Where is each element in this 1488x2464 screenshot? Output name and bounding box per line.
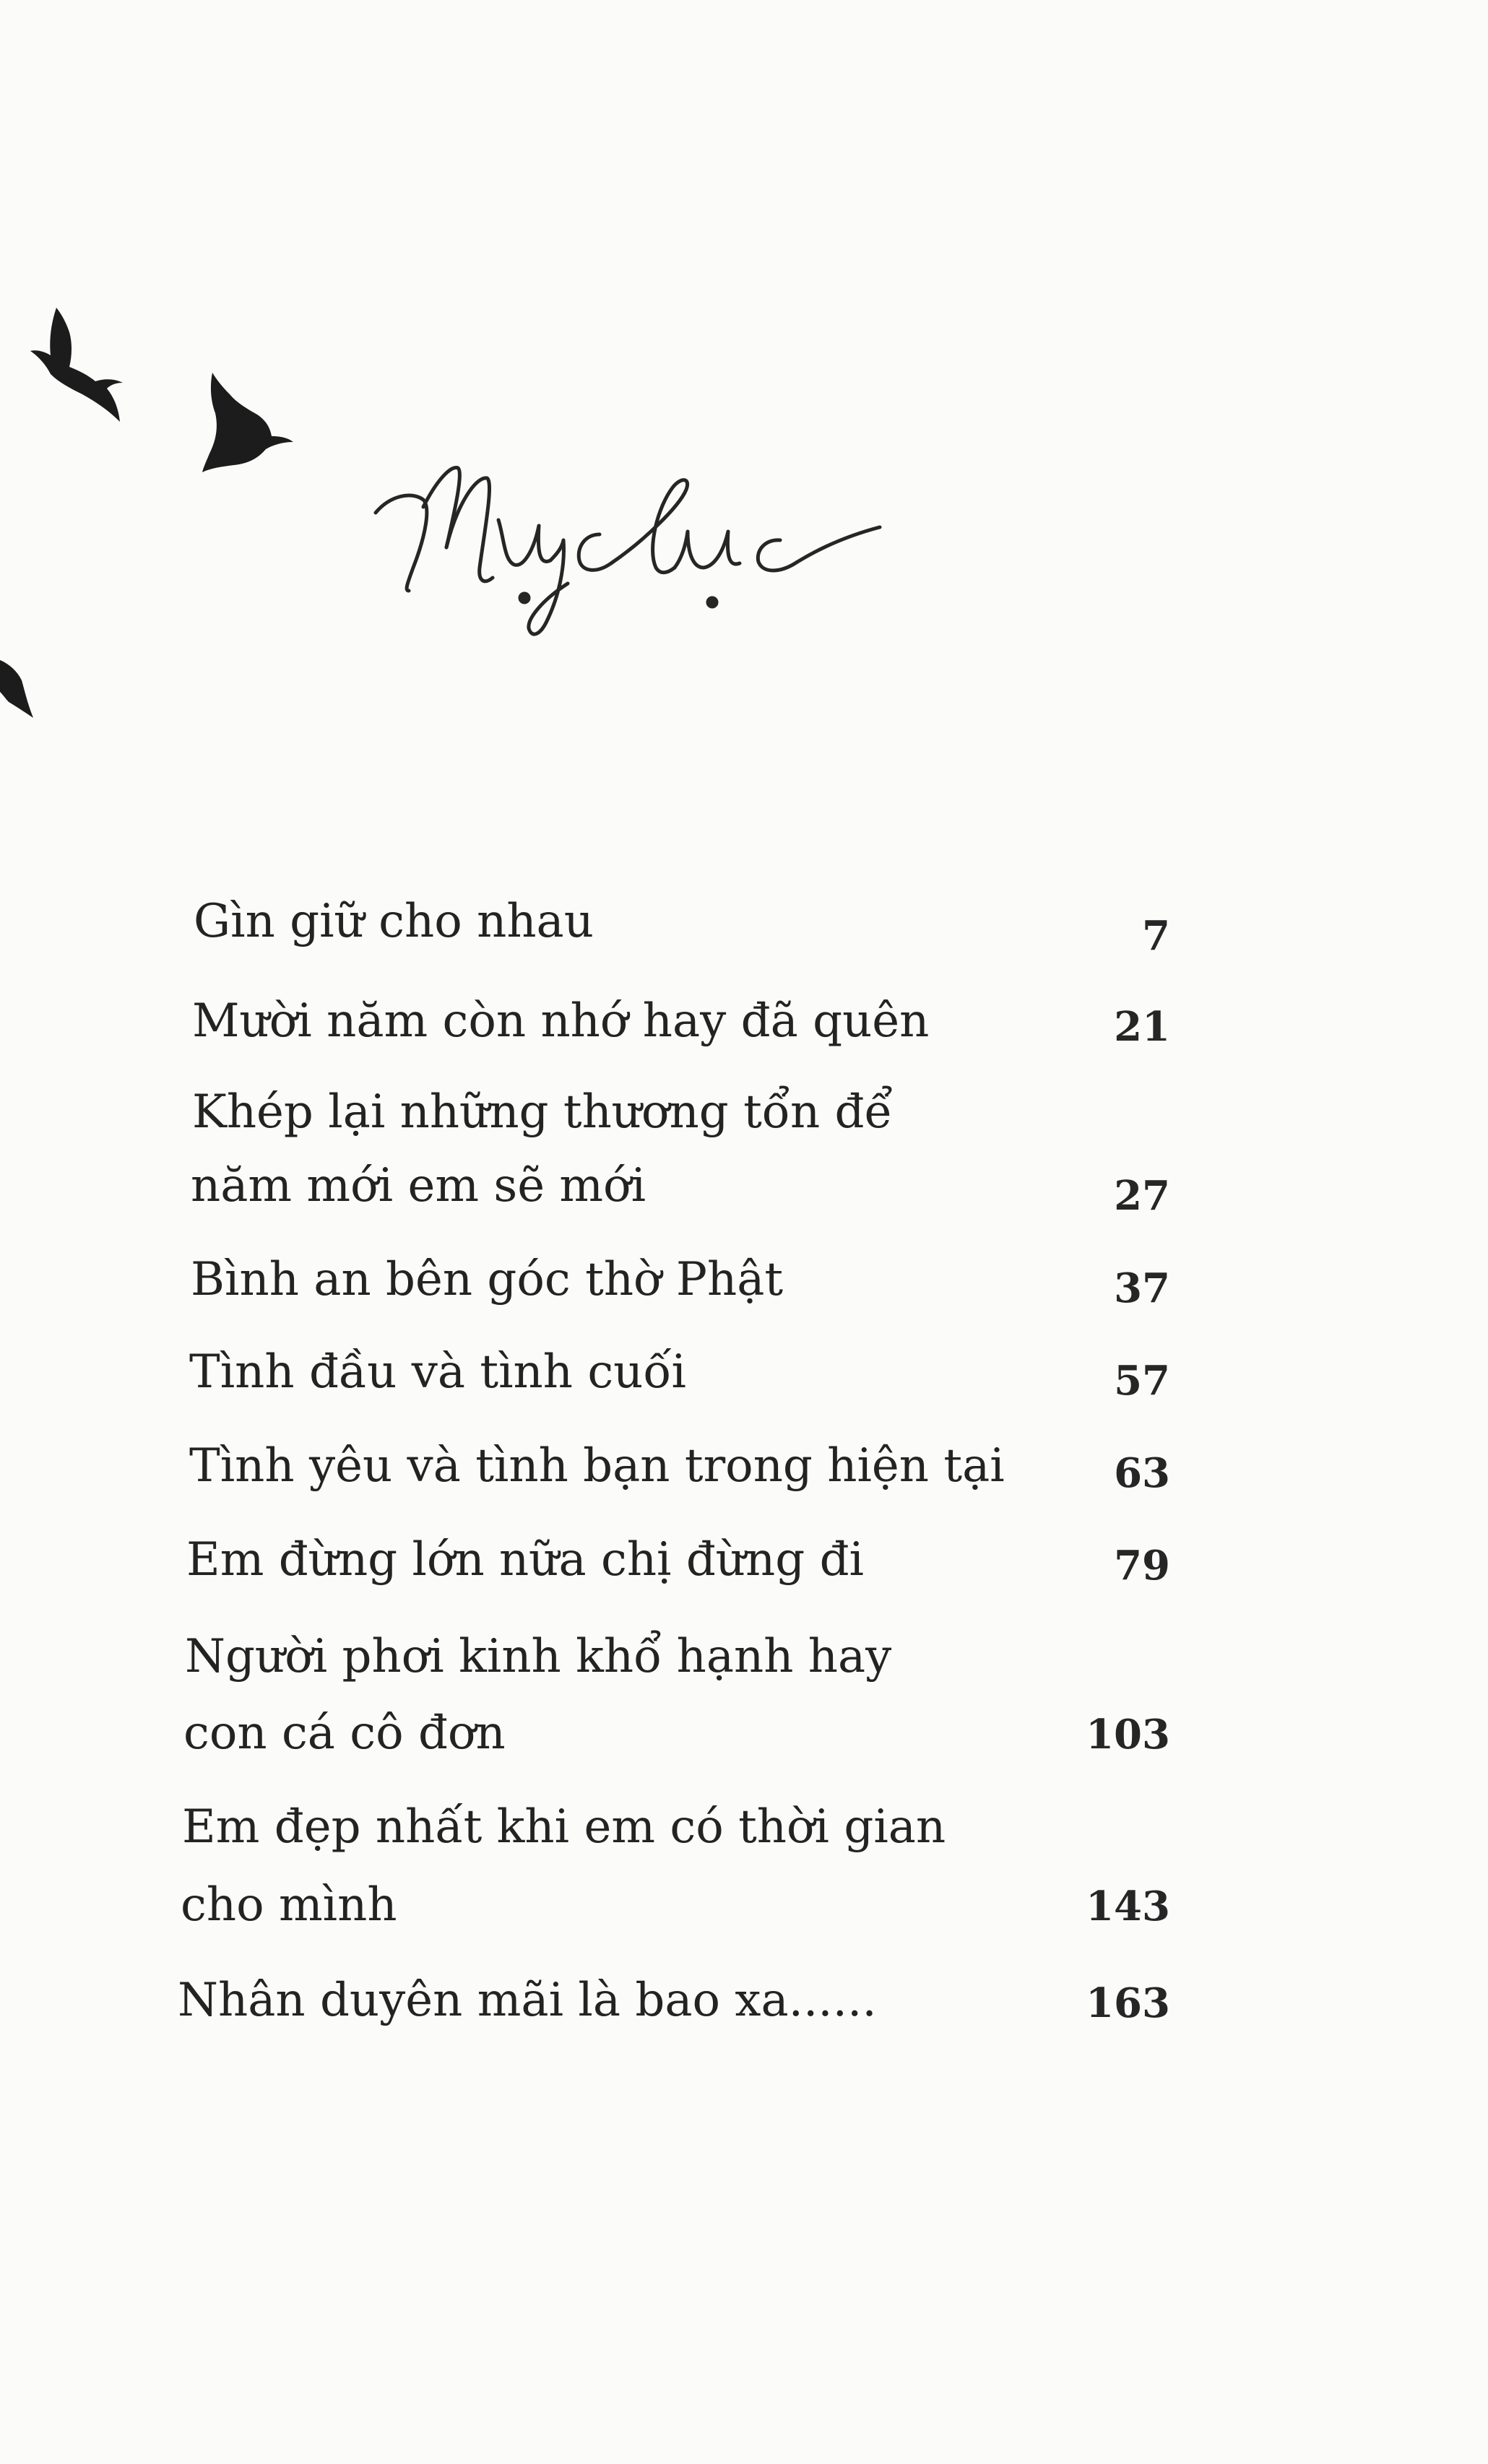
toc-entry-page: 27 [1114,1172,1170,1220]
toc-entry-title[interactable]: Bình an bên góc thờ Phật [191,1253,784,1306]
toc-entry-title-continued[interactable]: con cá cô đơn [183,1706,506,1760]
toc-entry-page: 143 [1086,1883,1170,1930]
toc-entry-page: 63 [1114,1449,1170,1497]
toc-entry-page: 7 [1142,912,1170,960]
toc-entry-page: 163 [1086,1979,1170,2027]
toc-entry-title[interactable]: Người phơi kinh khổ hạnh hay [185,1630,892,1683]
toc-entry-title[interactable]: Khép lại những thương tổn để [192,1085,893,1139]
toc-entry-title[interactable]: Tình yêu và tình bạn trong hiện tại [189,1439,1005,1493]
toc-entry-page: 37 [1114,1264,1170,1312]
toc-entry-title[interactable]: Em đẹp nhất khi em có thời gian [182,1800,946,1854]
toc-entry-title-continued[interactable]: cho mình [181,1878,397,1932]
toc-entry-title[interactable]: Tình đầu và tình cuối [189,1345,686,1399]
toc-entry-title-continued[interactable]: năm mới em sẽ mới [191,1159,646,1213]
toc-entry-title[interactable]: Mười năm còn nhớ hay đã quên [192,994,930,1048]
toc-entry-page: 79 [1114,1542,1170,1589]
toc-entry-title[interactable]: Gìn giữ cho nhau [194,895,594,948]
toc-entry-page: 21 [1114,1003,1170,1051]
toc-entry-page: 57 [1114,1357,1170,1405]
toc-entry-page: 103 [1086,1711,1170,1758]
toc-entry-title[interactable]: Nhân duyên mãi là bao xa...... [178,1974,877,2027]
toc-entry-title[interactable]: Em đừng lớn nữa chị đừng đi [186,1533,864,1587]
